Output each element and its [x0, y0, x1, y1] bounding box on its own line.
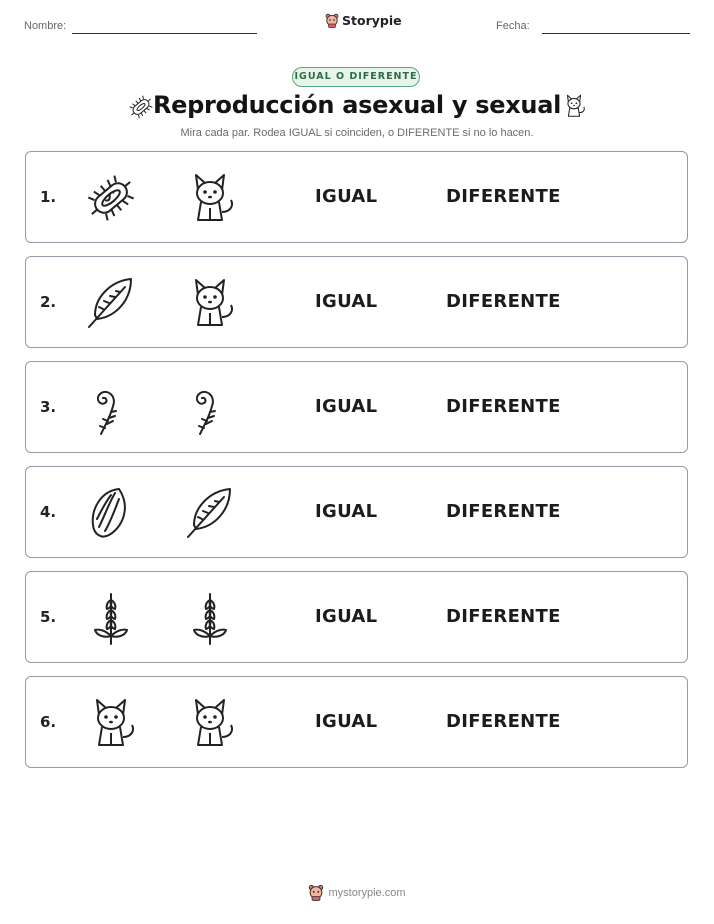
- row-number: 5.: [40, 608, 57, 626]
- option-igual[interactable]: IGUAL: [315, 186, 378, 207]
- wolf-pup-icon: [180, 693, 240, 753]
- footer-site-link[interactable]: mystorypie.com: [328, 886, 406, 899]
- date-field-line[interactable]: [542, 33, 690, 34]
- option-diferente[interactable]: DIFERENTE: [446, 711, 561, 732]
- row-number: 1.: [40, 188, 57, 206]
- option-diferente[interactable]: DIFERENTE: [446, 186, 561, 207]
- footer: [0, 884, 714, 901]
- exercise-row-2: [25, 256, 688, 348]
- row-number: 6.: [40, 713, 57, 731]
- name-field-line[interactable]: [72, 33, 257, 34]
- feather-icon: [81, 273, 141, 333]
- wolf-pup-icon: [180, 168, 240, 228]
- option-diferente[interactable]: DIFERENTE: [446, 291, 561, 312]
- exercise-row-6: [25, 676, 688, 768]
- fern-fiddlehead-icon: [180, 378, 240, 438]
- bacterium-icon: [81, 168, 141, 228]
- option-diferente[interactable]: DIFERENTE: [446, 396, 561, 417]
- title-wolf-pup-icon: [560, 91, 588, 125]
- page-title: Reproducción asexual y sexual: [152, 91, 562, 119]
- wolf-pup-icon: [180, 273, 240, 333]
- brand-name: Storypie: [342, 13, 402, 28]
- brand-logo: [325, 13, 402, 28]
- option-igual[interactable]: IGUAL: [315, 291, 378, 312]
- wheat-icon: [81, 588, 141, 648]
- row-number: 2.: [40, 293, 57, 311]
- option-diferente[interactable]: DIFERENTE: [446, 606, 561, 627]
- option-diferente[interactable]: DIFERENTE: [446, 501, 561, 522]
- row-number: 3.: [40, 398, 57, 416]
- wheat-icon: [180, 588, 240, 648]
- option-igual[interactable]: IGUAL: [315, 711, 378, 732]
- wolf-pup-icon: [81, 693, 141, 753]
- storypie-mascot-icon: [325, 13, 339, 28]
- exercise-row-1: [25, 151, 688, 243]
- option-igual[interactable]: IGUAL: [315, 606, 378, 627]
- instructions: Mira cada par. Rodea IGUAL si coinciden, o DIFERENTE si no lo hacen.: [180, 127, 534, 139]
- storypie-mascot-icon: [308, 884, 324, 901]
- seed-icon: [81, 483, 141, 543]
- date-label: Fecha:: [496, 20, 530, 32]
- exercise-row-4: [25, 466, 688, 558]
- feather-icon: [180, 483, 240, 543]
- row-number: 4.: [40, 503, 57, 521]
- option-igual[interactable]: IGUAL: [315, 501, 378, 522]
- exercise-row-5: [25, 571, 688, 663]
- fern-fiddlehead-icon: [81, 378, 141, 438]
- option-igual[interactable]: IGUAL: [315, 396, 378, 417]
- name-label: Nombre:: [24, 20, 67, 32]
- exercise-row-3: [25, 361, 688, 453]
- activity-badge: IGUAL O DIFERENTE: [292, 67, 420, 87]
